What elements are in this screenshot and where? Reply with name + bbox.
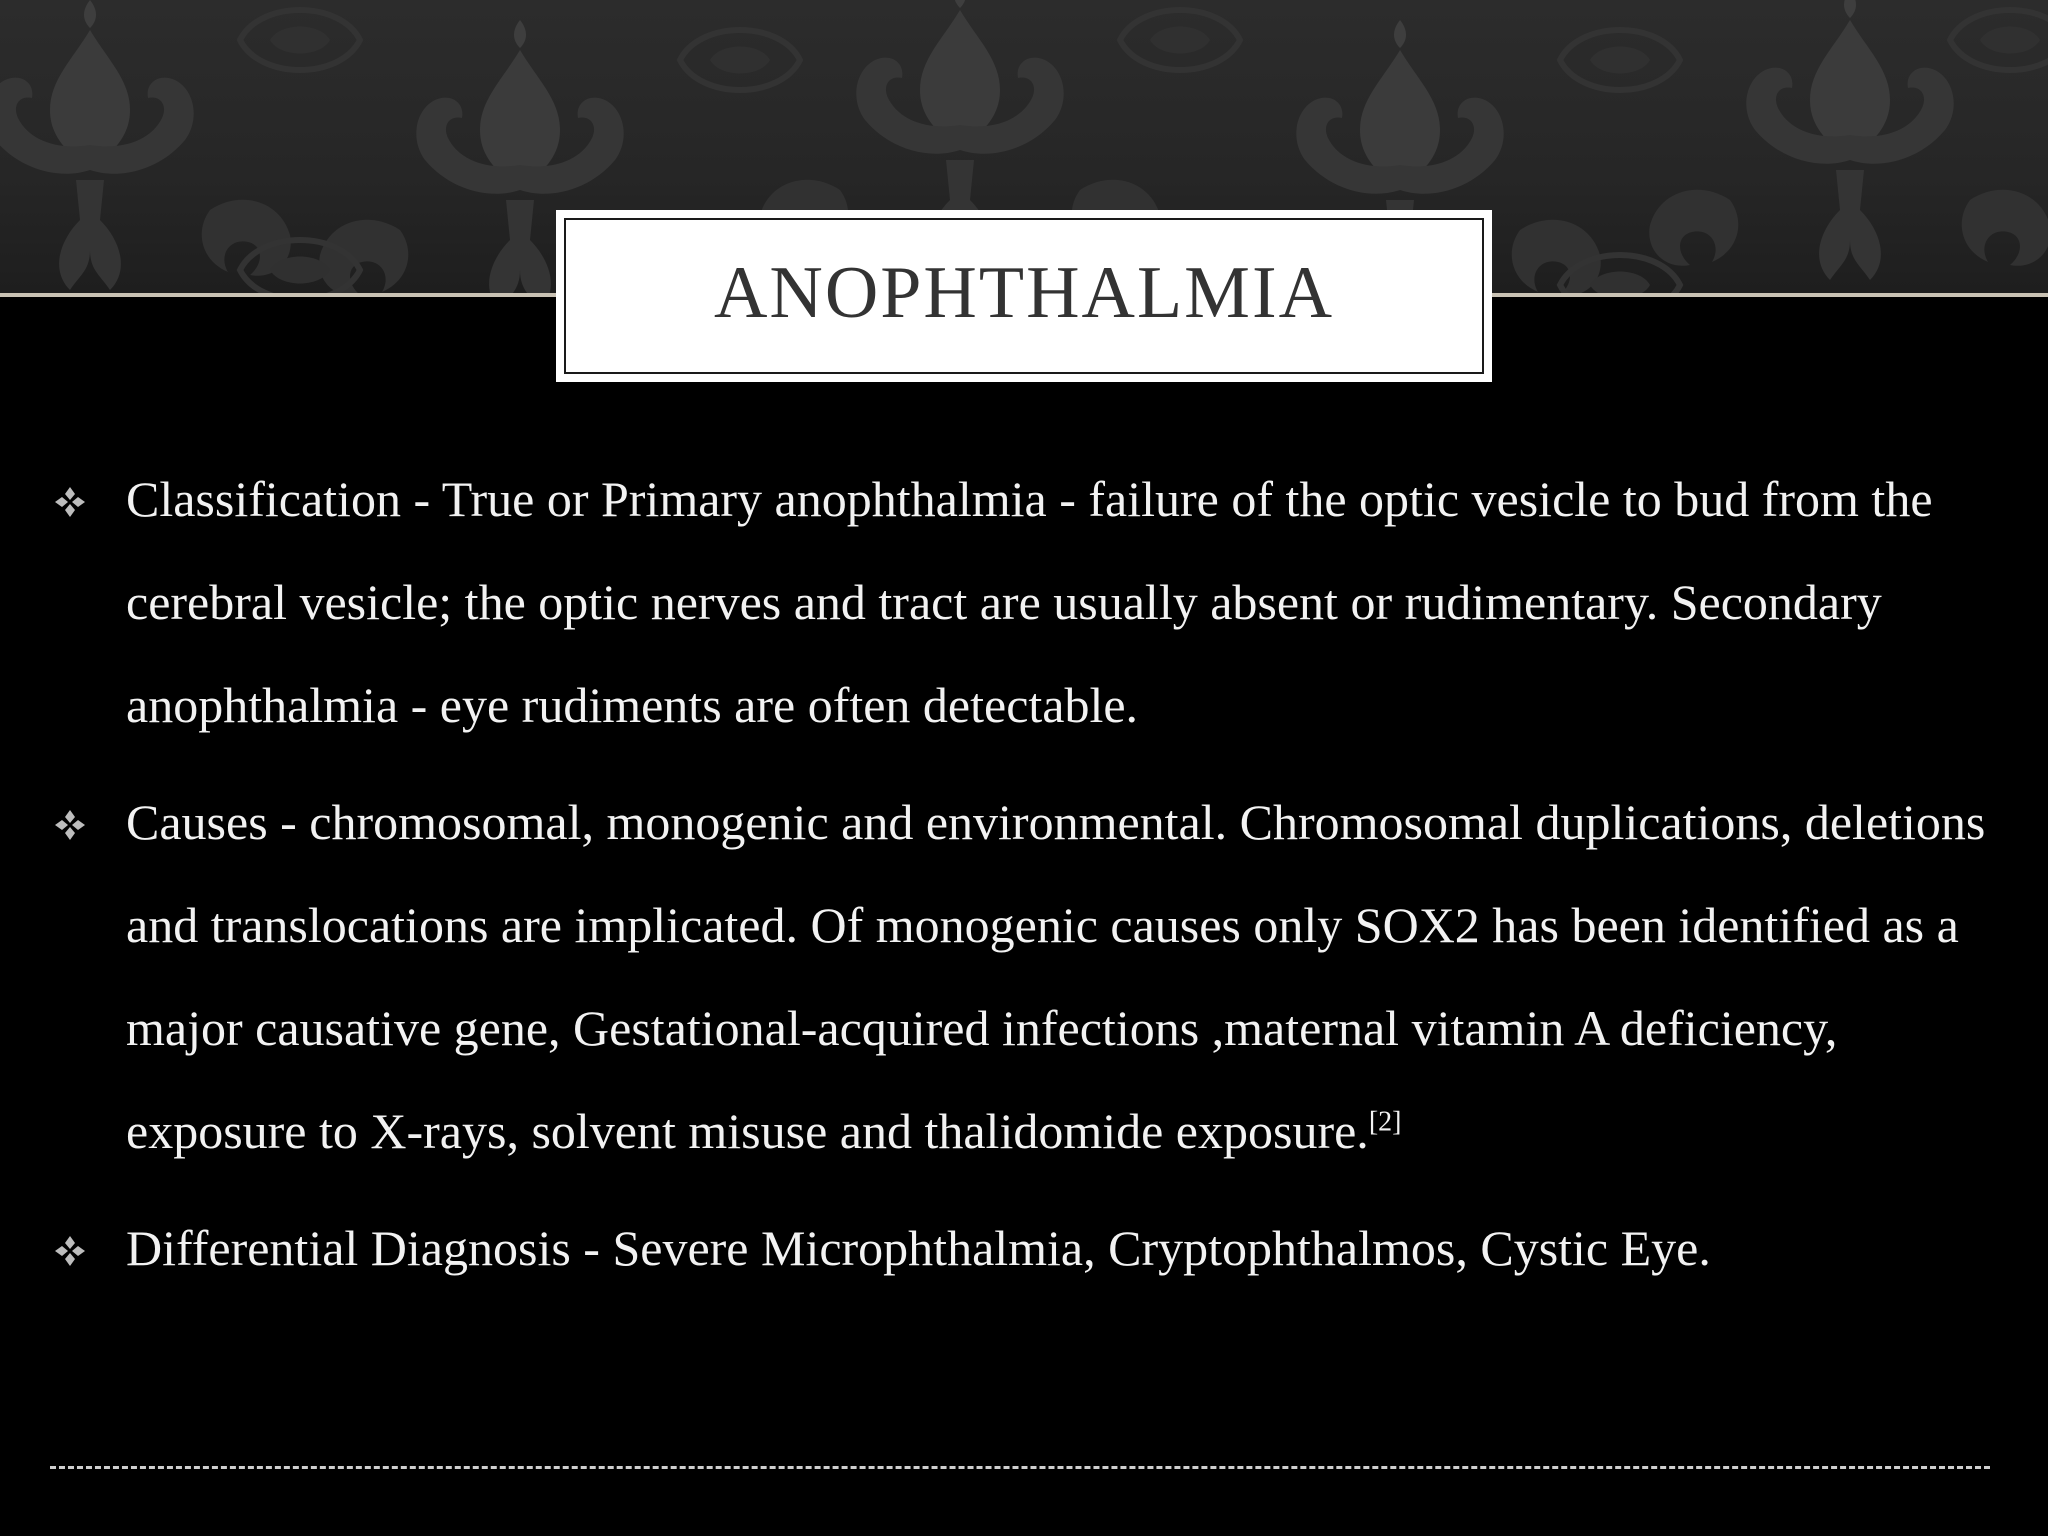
slide-title: ANOPHTHALMIA bbox=[713, 251, 1335, 334]
bullet-differential-diagnosis bbox=[54, 1197, 2004, 1300]
bullet-text: Classification - True or Primary anophthalmia - failure of the optic vesicle to bud from the cerebral vesicle; the optic nerves and tract are usually absent or rudimentary. Secondary anophthalmia - eye rudiments are often detectable. bbox=[126, 471, 1933, 733]
four-diamond-bullet-icon bbox=[54, 1235, 86, 1267]
reference-superscript: [2] bbox=[1368, 1106, 1402, 1138]
bullet-list bbox=[54, 448, 2004, 1314]
four-diamond-bullet-icon bbox=[54, 486, 86, 518]
title-box bbox=[556, 210, 1492, 382]
bullet-text: Differential Diagnosis - Severe Microphthalmia, Cryptophthalmos, Cystic Eye. bbox=[126, 1220, 1711, 1276]
bullet-causes bbox=[54, 771, 2004, 1183]
four-diamond-bullet-icon bbox=[54, 809, 86, 841]
footer-dashed-rule bbox=[50, 1466, 1990, 1469]
bullet-text: Causes - chromosomal, monogenic and environmental. Chromosomal duplications, deletions and translocations are implicated. Of monogenic causes only SOX2 has been identified as a major causative gene, Gestational-acquired infections ,maternal vitamin A deficiency, exposure to X-rays, solvent misuse and thalidomide exposure. bbox=[126, 794, 1986, 1159]
bullet-classification bbox=[54, 448, 2004, 757]
